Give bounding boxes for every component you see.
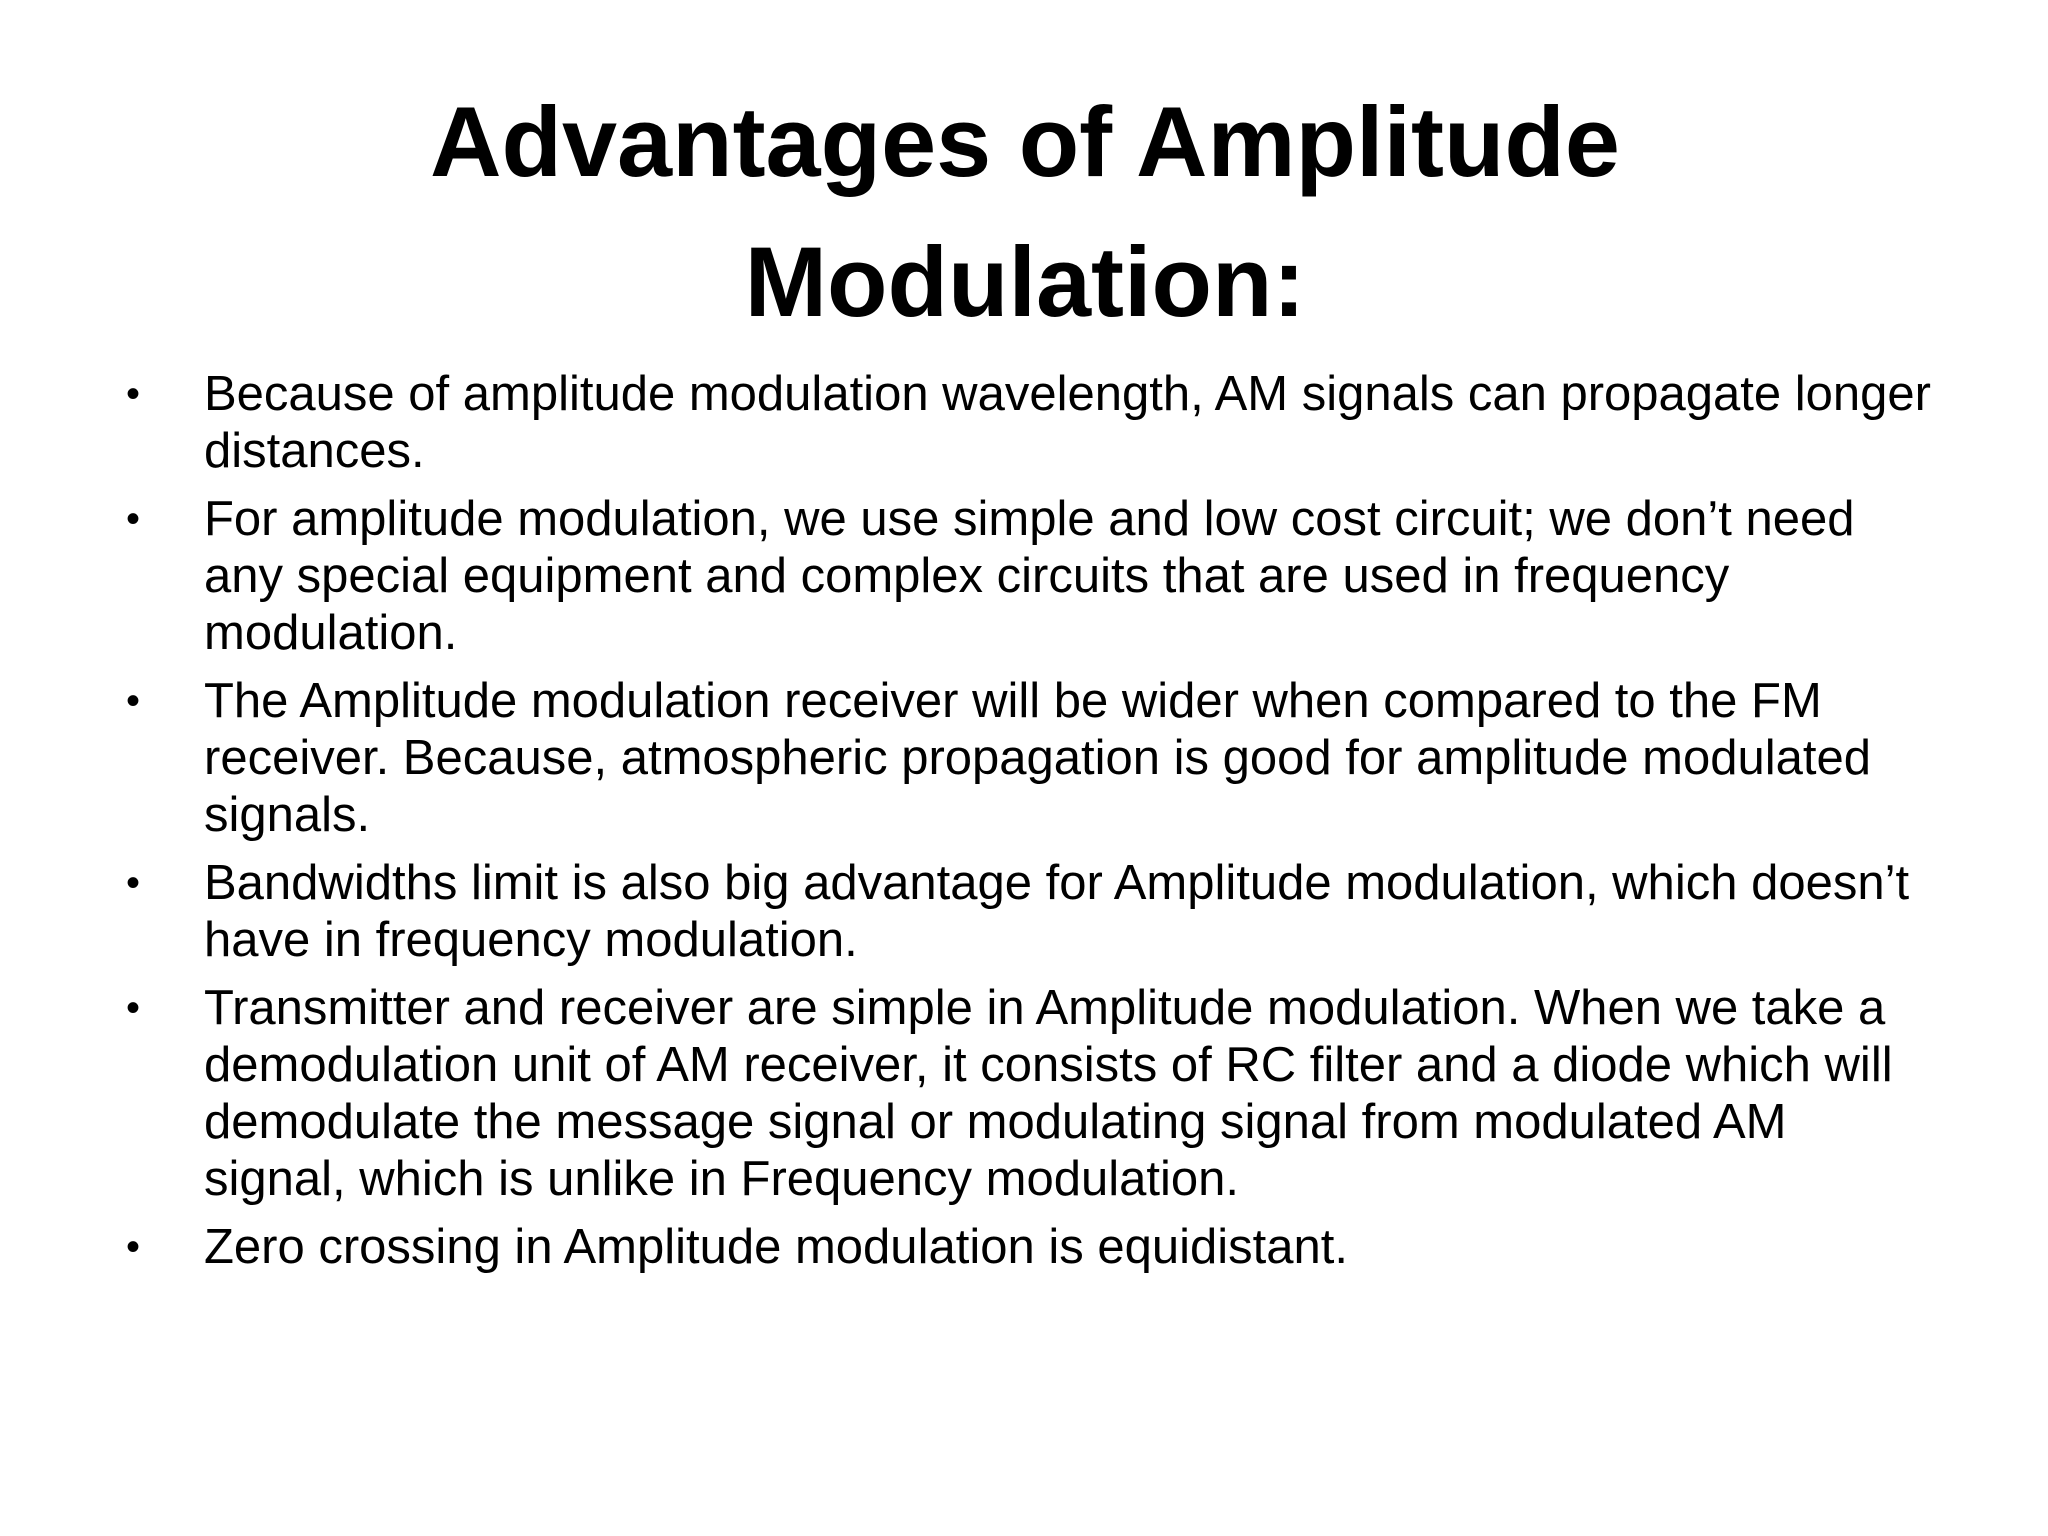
bullet-item bbox=[120, 1219, 1940, 1276]
bullet-item bbox=[120, 366, 1940, 480]
bullet-text: Zero crossing in Amplitude modulation is equidistant. bbox=[204, 1220, 1348, 1274]
bullet-point-icon: • bbox=[126, 679, 141, 723]
bullet-point-icon: • bbox=[126, 861, 141, 905]
bullet-text: For amplitude modulation, we use simple and low cost circuit; we don’t need any special equipment and complex circuits that are used in frequency modulation. bbox=[204, 492, 1855, 660]
bullet-text: Because of amplitude modulation wavelength, AM signals can propagate longer distances. bbox=[204, 367, 1931, 478]
bullet-text: The Amplitude modulation receiver will be wider when compared to the FM receiver. Because, atmospheric propagation is good for amplitude modulated signals. bbox=[204, 674, 1871, 842]
bullet-item bbox=[120, 980, 1940, 1208]
bullet-point-icon: • bbox=[126, 497, 141, 541]
bullet-item bbox=[120, 855, 1940, 969]
bullet-text: Bandwidths limit is also big advantage for Amplitude modulation, which doesn’t have in frequency modulation. bbox=[204, 856, 1910, 967]
bullet-item bbox=[120, 673, 1940, 844]
bullet-point-icon: • bbox=[126, 1225, 141, 1269]
bullet-item bbox=[120, 491, 1940, 662]
bullet-list bbox=[120, 366, 1940, 1287]
bullet-text: Transmitter and receiver are simple in Amplitude modulation. When we take a demodulation unit of AM receiver, it consists of RC filter and a diode which will demodulate the message signal or modulating signal from modulated AM signal, which is unlike in Frequency modulation. bbox=[204, 981, 1893, 1206]
bullet-point-icon: • bbox=[126, 372, 141, 416]
bullet-point-icon: • bbox=[126, 986, 141, 1030]
slide-title: Advantages of Amplitude Modulation: bbox=[430, 86, 1620, 337]
